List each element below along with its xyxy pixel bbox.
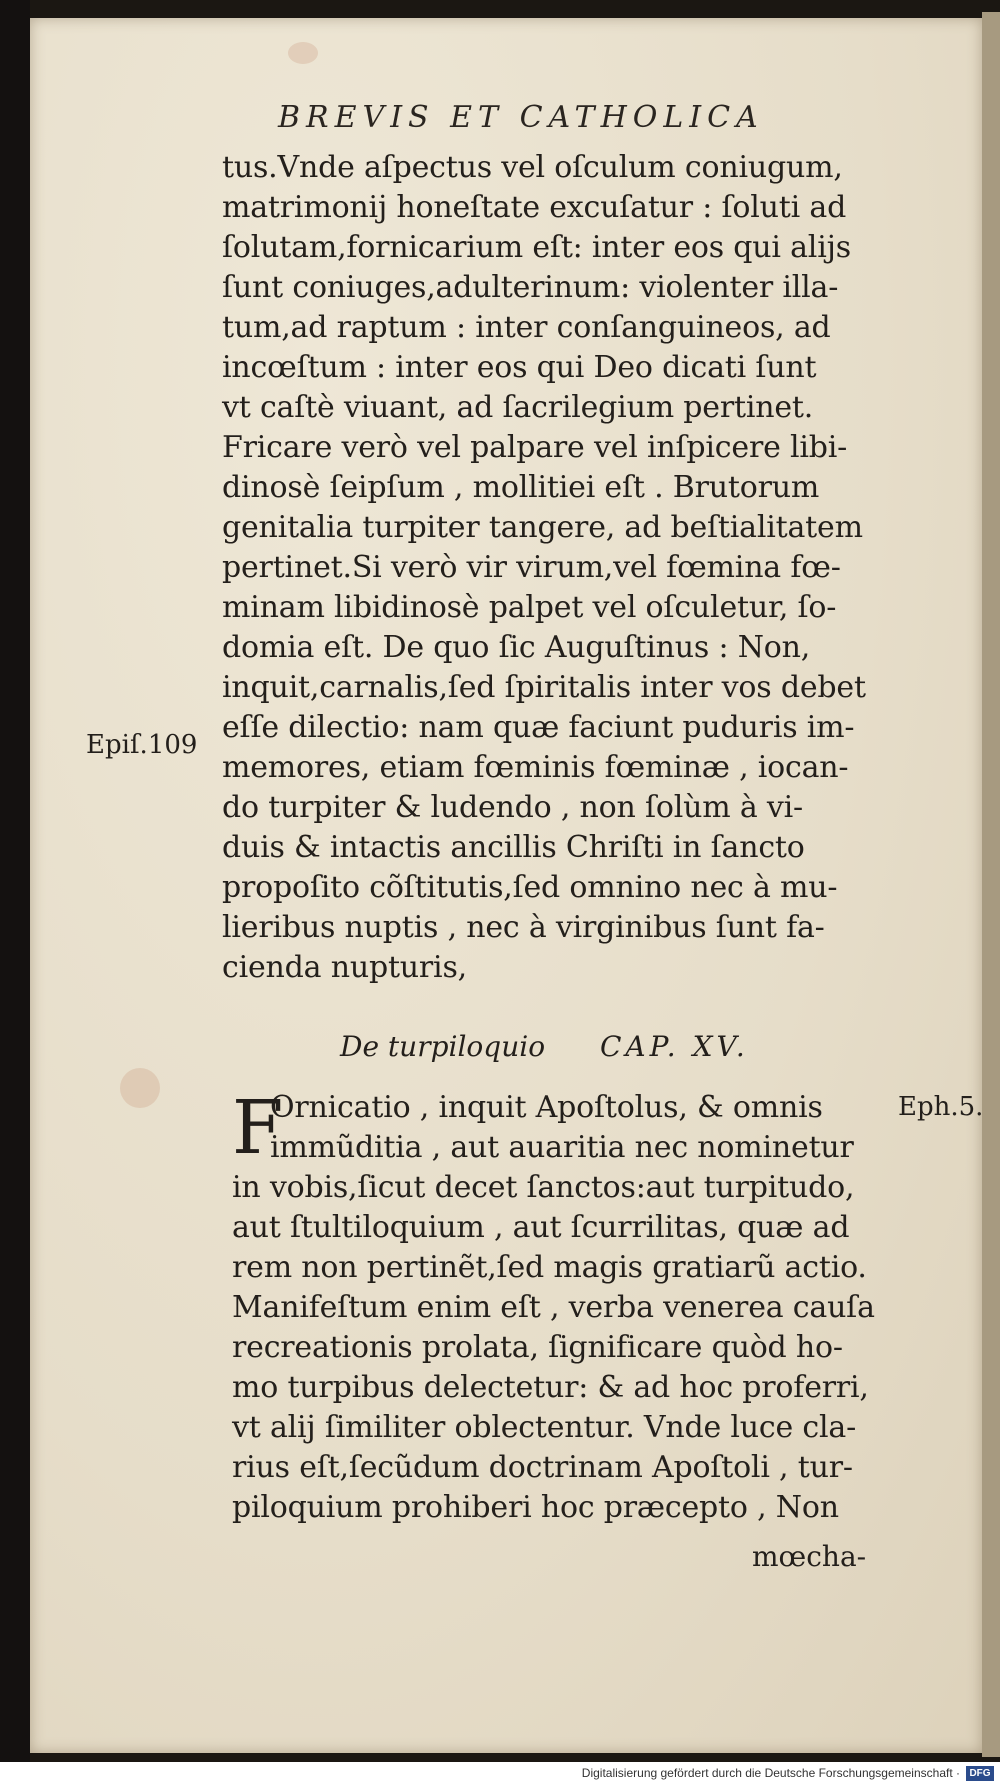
text-line: lieribus nuptis , nec à virginibus ſunt fa- xyxy=(222,910,825,945)
margin-note-ephesians: Eph.5. xyxy=(898,1092,984,1122)
chapter-label: CAP. XV. xyxy=(599,1030,749,1063)
catchword: mœcha- xyxy=(752,1540,867,1573)
paper-stain xyxy=(288,42,318,64)
dfg-logo: DFG xyxy=(966,1766,994,1781)
text-line: propoſito cõſtitutis,ſed omnino nec à mu- xyxy=(222,870,838,905)
text-line: eſſe dilectio: nam quæ faciunt puduris im- xyxy=(222,710,855,745)
text-line: duis & intactis ancillis Chriſti in ſancto xyxy=(222,830,805,865)
text-line: recreationis prolata, ſignificare quòd ho- xyxy=(232,1330,843,1365)
text-line: ſolutam,fornicarium eſt: inter eos qui alijs xyxy=(222,230,851,265)
text-line: rem non pertinẽt,ſed magis gratiarũ actio. xyxy=(232,1250,867,1285)
text-line: memores, etiam fœminis fœminæ , iocan- xyxy=(222,750,849,785)
text-line: piloquium prohiberi hoc præcepto , Non xyxy=(232,1490,839,1525)
text-line: inquit,carnalis,ſed ſpiritalis inter vos debet xyxy=(222,670,866,705)
text-line: ſunt coniuges,adulterinum: violenter illa- xyxy=(222,270,839,305)
section-title: De turpiloquio xyxy=(340,1030,546,1063)
text-line: incœſtum : inter eos qui Deo dicati ſunt xyxy=(222,350,817,385)
text-line: domia eſt. De quo ſic Auguſtinus : Non, xyxy=(222,630,811,665)
text-line: tum,ad raptum : inter conſanguineos, ad xyxy=(222,310,831,345)
text-line: Ornicatio , inquit Apoſtolus, & omnis xyxy=(270,1090,823,1125)
text-line: Fricare verò vel palpare vel inſpicere libi- xyxy=(222,430,848,465)
text-line: vt alij ſimiliter oblectentur. Vnde luce cla- xyxy=(232,1410,857,1445)
text-line: matrimonij honeſtate excuſatur : ſoluti ad xyxy=(222,190,847,225)
text-line: tus.Vnde aſpectus vel oſculum coniugum, xyxy=(222,150,843,185)
margin-note-epistle: Epiſ.109 xyxy=(86,730,198,760)
footer-credit: Digitalisierung gefördert durch die Deutsche Forschungsgemeinschaft · xyxy=(581,1766,960,1780)
text-line: Manifeſtum enim eſt , verba venerea cauſa xyxy=(232,1290,875,1325)
body-text-block-2 xyxy=(232,1085,892,1528)
text-line: vt caſtè viuant, ad ſacrilegium pertinet. xyxy=(222,390,814,425)
text-line: in vobis,ſicut decet ſanctos:aut turpitudo, xyxy=(232,1170,855,1205)
scan-left-edge xyxy=(0,0,30,1787)
text-line: genitalia turpiter tangere, ad beſtialitatem xyxy=(222,510,863,545)
body-text-block-1 xyxy=(222,148,882,988)
running-head: BREVIS ET CATHOLICA xyxy=(278,100,764,135)
text-line: mo turpibus delectetur: & ad hoc proferri, xyxy=(232,1370,869,1405)
footer-bar xyxy=(0,1762,1000,1787)
text-line: immũditia , aut auaritia nec nominetur xyxy=(270,1130,854,1165)
text-line: cienda nupturis, xyxy=(222,950,467,985)
initial-letter: F xyxy=(232,1085,284,1171)
text-line: dinosè ſeipſum , mollitiei eſt . Brutorum xyxy=(222,470,820,505)
text-line: rius eſt,ſecũdum doctrinam Apoſtoli , tur- xyxy=(232,1450,853,1485)
scan-right-edge xyxy=(982,12,1000,1757)
text-line: pertinet.Si verò vir virum,vel fœmina fœ- xyxy=(222,550,841,585)
section-heading xyxy=(340,1030,860,1063)
text-line: aut ſtultiloquium , aut ſcurrilitas, quæ ad xyxy=(232,1210,850,1245)
text-line: do turpiter & ludendo , non ſolùm à vi- xyxy=(222,790,803,825)
text-line: minam libidinosè palpet vel oſculetur, ſo- xyxy=(222,590,837,625)
paper-stain xyxy=(120,1068,160,1108)
